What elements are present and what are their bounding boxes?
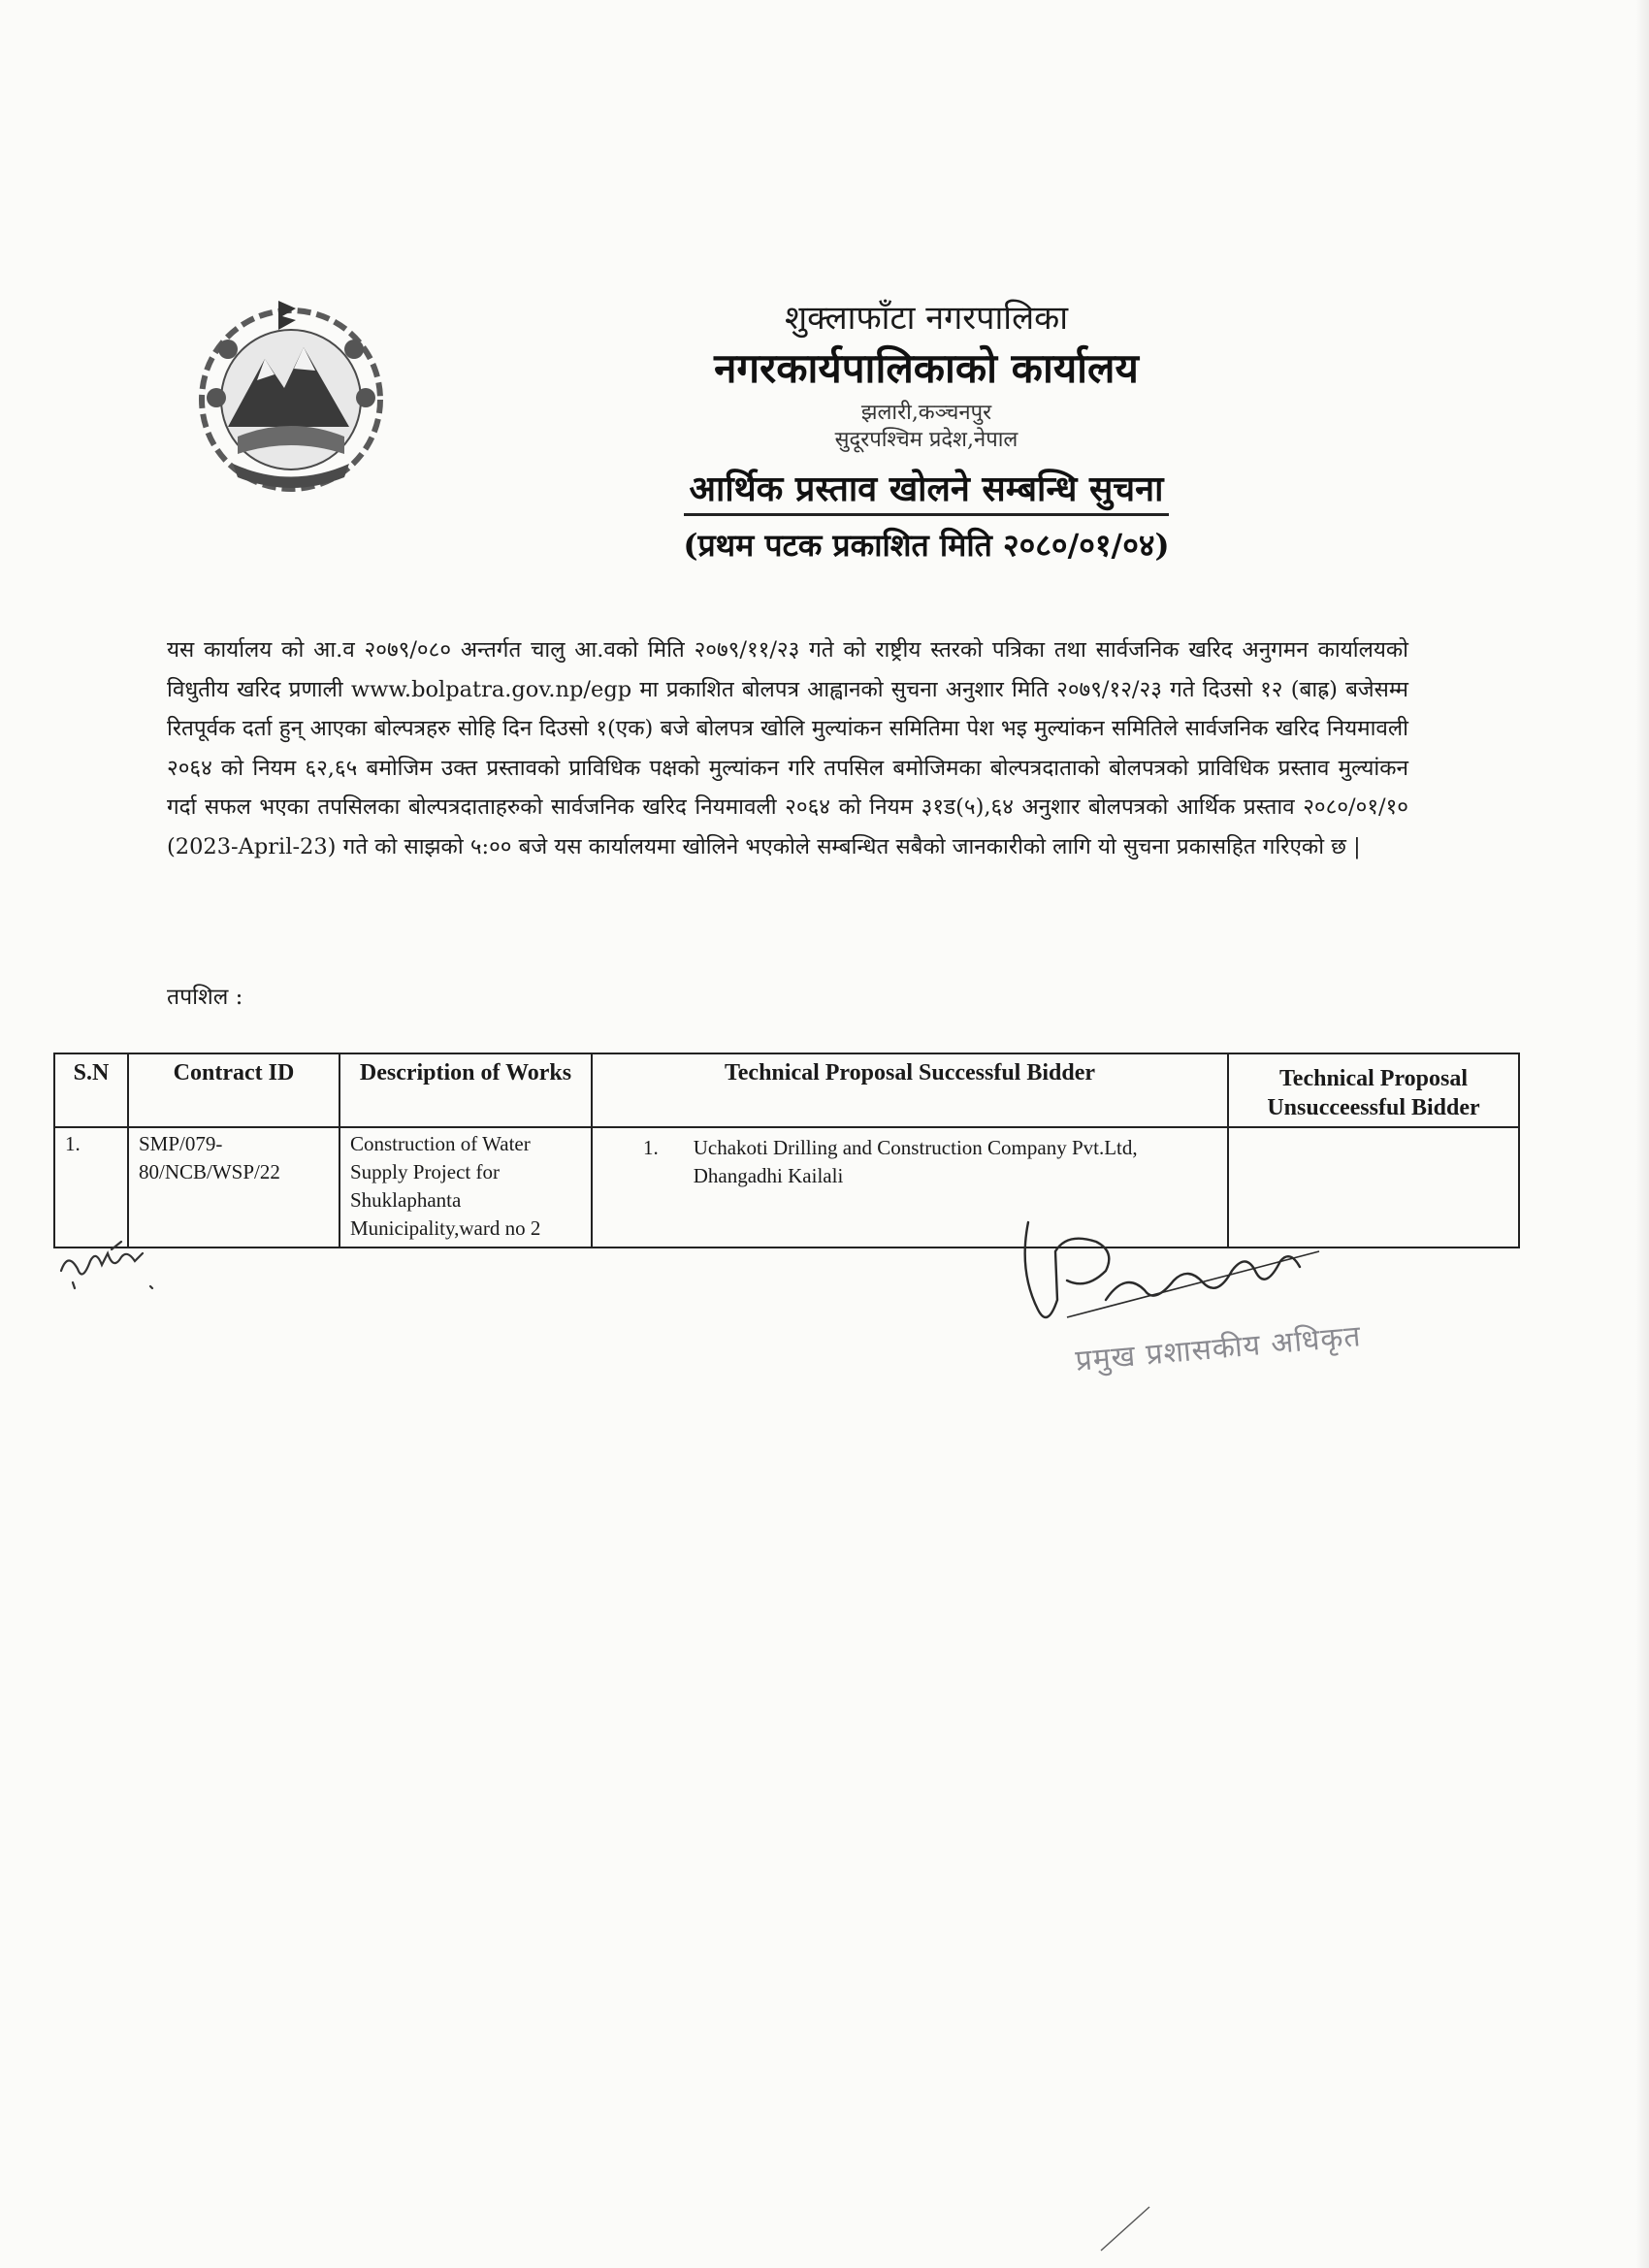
notice-body: यस कार्यालय को आ.व २०७९/०८० अन्तर्गत चालु आ.वको मिति २०७९/११/२३ गते को राष्ट्रीय स्तरको पत्रिका तथा सार्वजनिक खरिद अनुगमन कार्यालयको विधुतीय खरिद प्रणाली www.bolpatra.gov.np/egp मा प्रकाशित बोलपत्र आह्वानको सुचना अनुशार मिति २०७९/१२/२३ गते दिउसो १२ (बाह्र) बजेसम्म रितपूर्वक दर्ता हुन् आएका बोल्पत्रहरु सोहि दिन दिउसो १(एक) बजे बोलपत्र खोलि मुल्यांकन समितिमा पेश भइ मुल्यांकन समितिले सार्वजनिक खरिद नियमावली २०६४ को नियम ६२,६५ बमोजिम उक्त प्रस्तावको प्राविधिक पक्षको मुल्यांकन गरि तपसिल बमोजिमका बोल्पत्रदाताको बोलपत्रको प्राविधिक प्रस्ताव मुल्यांकन गर्दा सफल भएका तपसिलका बोल्पत्रदाताहरुको सार्वजनिक खरिद नियमावली २०६४ को नियम ३१ड(५),६४ अनुशार बोलपत्रको आर्थिक प्रस्ताव २०८०/०१/१० (2023-April-23) गते को साझको ५:०० बजे यस कार्यालयमा खोलिने भएकोले सम्बन्धित सबैको जानकारीको लागि यो सुचना प्रकासहित गरिएको छ | bbox=[167, 637, 1408, 859]
office-name: नगरकार्यपालिकाको कार्यालय bbox=[714, 344, 1139, 392]
header-successful-bidder: Technical Proposal Successful Bidder bbox=[592, 1053, 1228, 1127]
table-header-row bbox=[54, 1053, 1519, 1127]
municipality-name: शुक्लाफाँटा नगरपालिका bbox=[784, 299, 1069, 338]
notice-title: आर्थिक प्रस्ताव खोलने सम्बन्धि सुचना bbox=[684, 467, 1170, 516]
pen-stroke-icon bbox=[1096, 2202, 1154, 2255]
cell-contract-id: SMP/079-80/NCB/WSP/22 bbox=[128, 1127, 340, 1247]
bidder-name: Uchakoti Drilling and Construction Company Pvt.Ltd, Dhangadhi Kailali bbox=[693, 1136, 1138, 1187]
header-contract-id: Contract ID bbox=[128, 1053, 340, 1127]
header-sn: S.N bbox=[54, 1053, 128, 1127]
schedule-label: तपशिल : bbox=[167, 985, 243, 1010]
header-description: Description of Works bbox=[340, 1053, 592, 1127]
address-district: झलारी,कञ्चनपुर bbox=[860, 401, 992, 425]
cell-sn: 1. bbox=[54, 1127, 128, 1247]
nepal-emblem-icon bbox=[189, 291, 393, 495]
bidder-number: 1. bbox=[643, 1136, 659, 1159]
officer-stamp: प्रमुख प्रशासकीय अधिकृत bbox=[1074, 1319, 1363, 1378]
header-unsuccessful-bidder: Technical Proposal Unsucceessful Bidder bbox=[1228, 1053, 1519, 1127]
first-published-date: (प्रथम पटक प्रकाशित मिति २०८०/०१/०४) bbox=[683, 527, 1170, 564]
scan-edge bbox=[1635, 0, 1649, 2268]
cell-description: Construction of Water Supply Project for Shuklaphanta Municipality,ward no 2 bbox=[340, 1127, 592, 1247]
address-province: सुदूरपश्चिम प्रदेश,नेपाल bbox=[834, 428, 1018, 452]
letterhead bbox=[456, 296, 1397, 567]
left-signature-icon bbox=[53, 1232, 170, 1300]
